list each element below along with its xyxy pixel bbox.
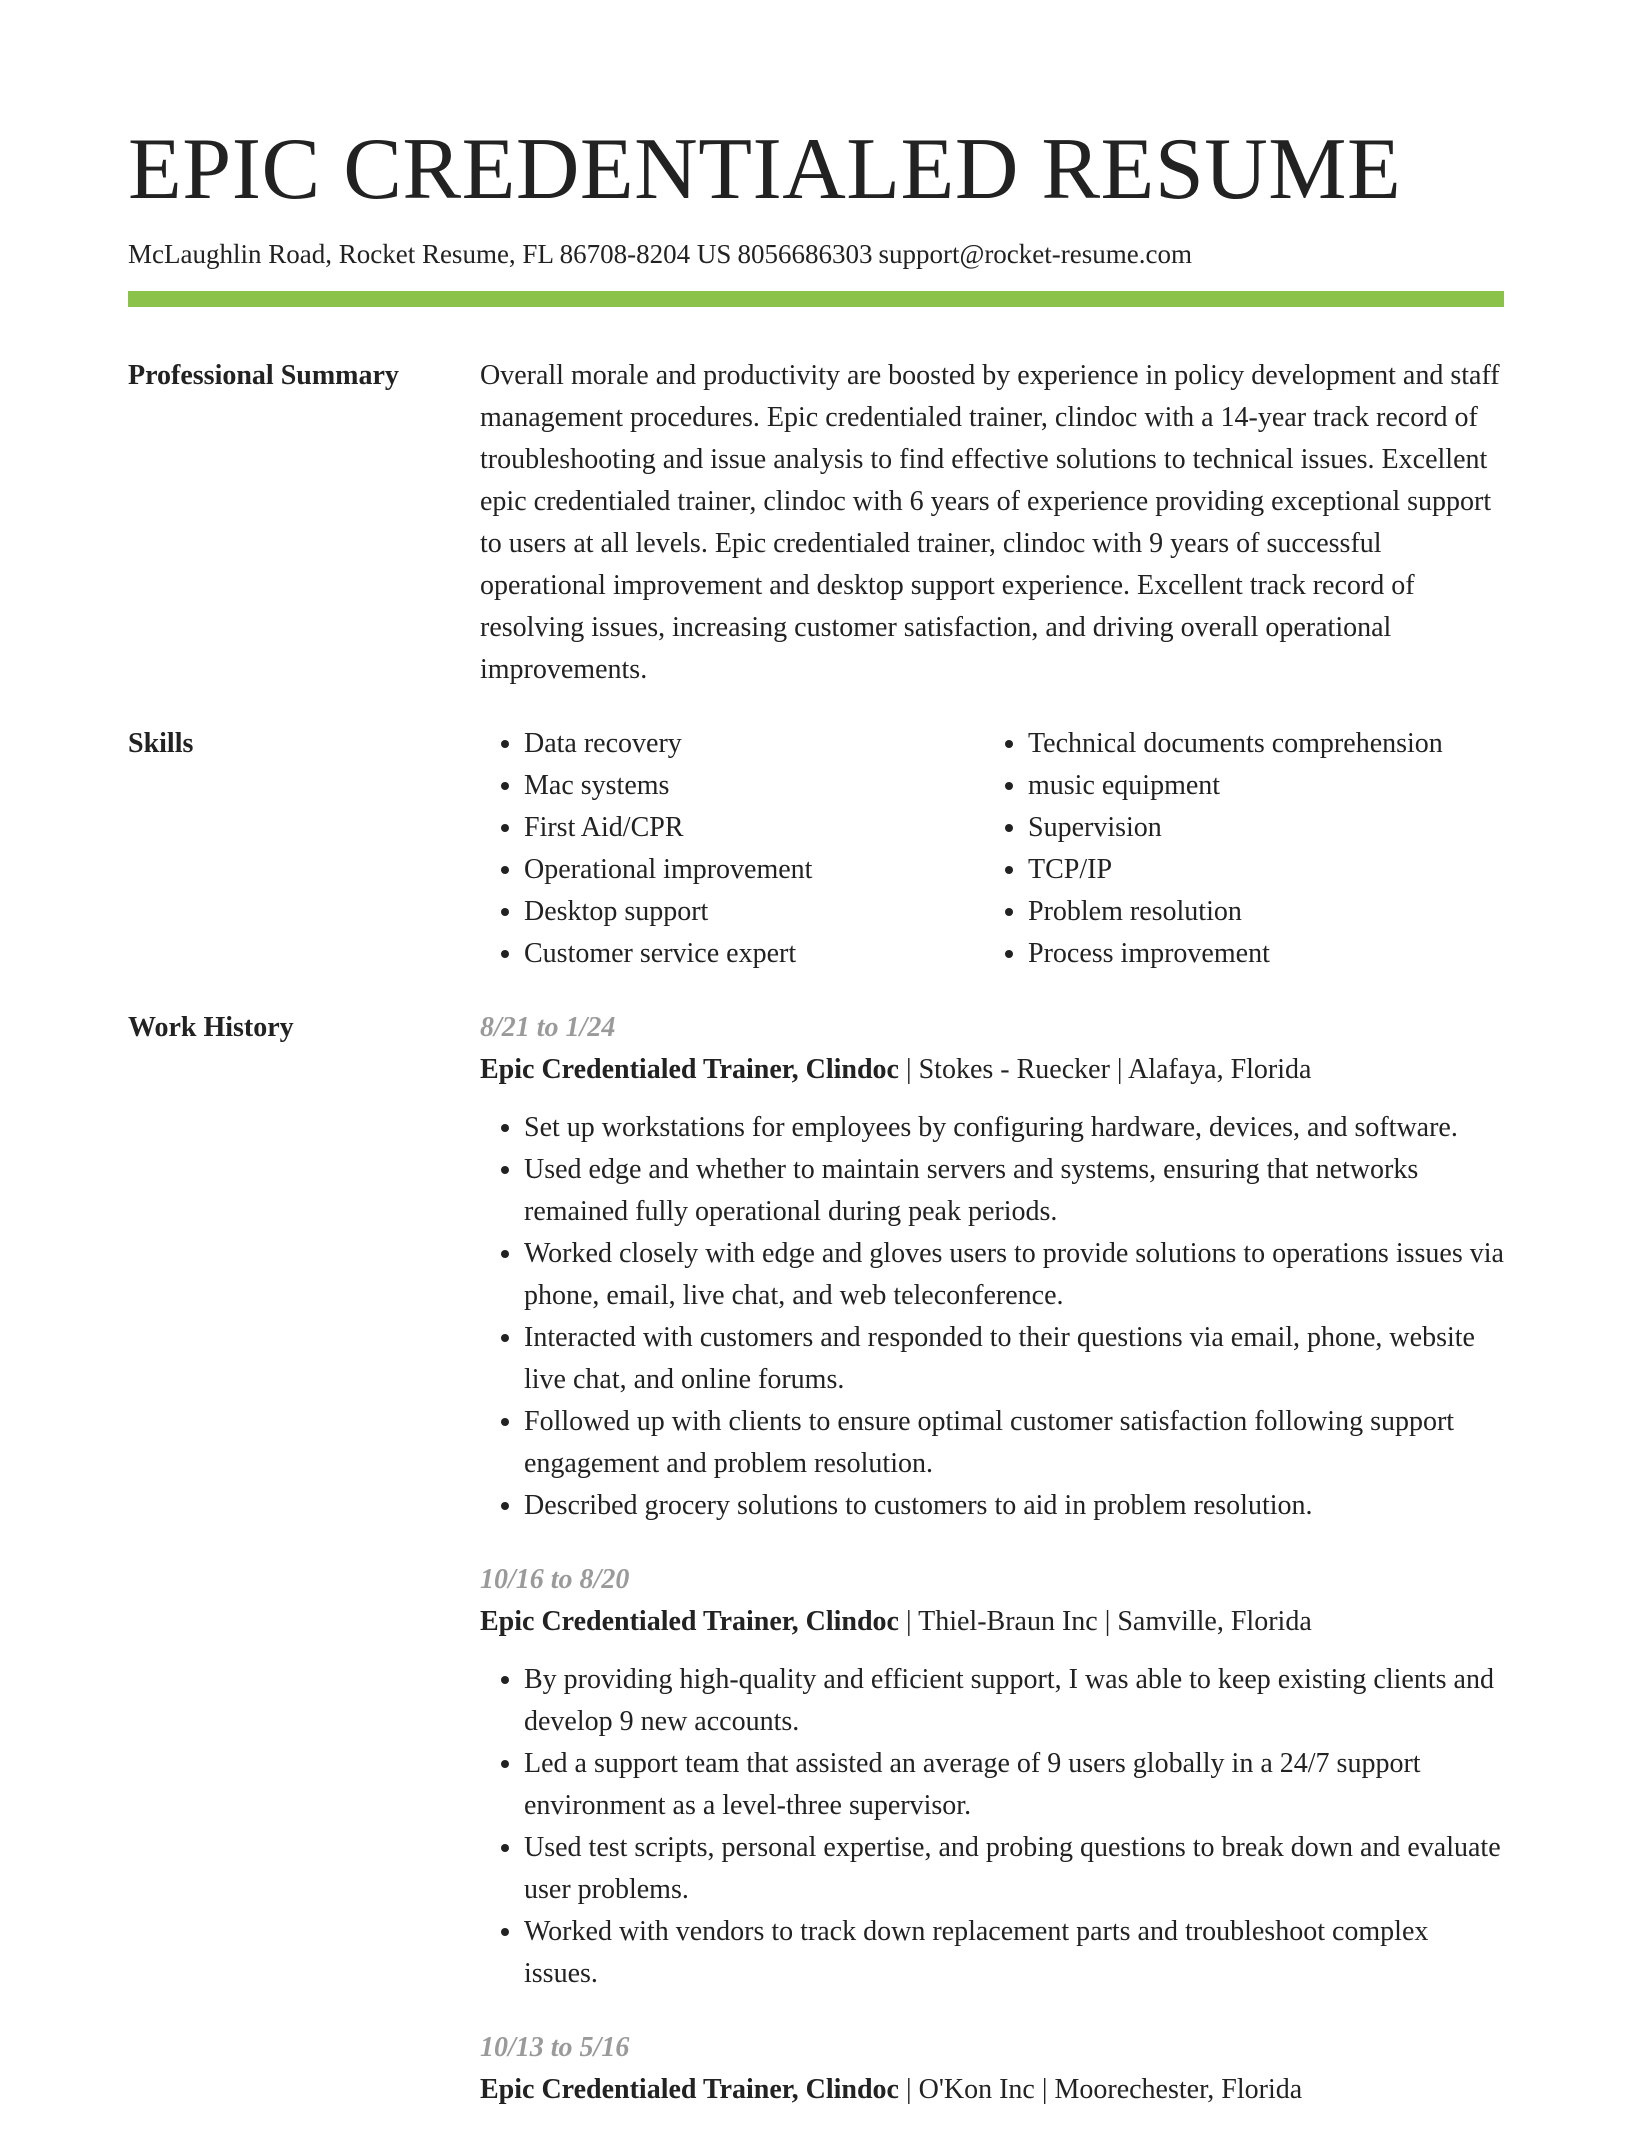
- professional-summary-section: [128, 355, 1504, 691]
- skill-item: • Data recovery: [524, 723, 984, 765]
- job-bullet: • Followed up with clients to ensure optimal customer satisfaction following support engagement and problem resolution.: [524, 1401, 1504, 1485]
- job-title: Epic Credentialed Trainer, Clindoc: [480, 2074, 899, 2105]
- job-separator: |: [1097, 1606, 1118, 1637]
- job-location: Moorechester, Florida: [1054, 2074, 1303, 2105]
- skill-item: • Technical documents comprehension: [1028, 723, 1488, 765]
- job-separator: |: [899, 1606, 919, 1637]
- job-separator: |: [1034, 2074, 1055, 2105]
- job-location: Samville, Florida: [1117, 1606, 1312, 1637]
- job-bullet-list: [480, 1659, 1504, 1995]
- job-entry: [480, 2027, 1504, 2111]
- job-dates: 8/21 to 1/24: [480, 1012, 616, 1043]
- skills-list-right: [984, 723, 1488, 975]
- job-separator: |: [899, 1054, 919, 1085]
- job-location: Alafaya, Florida: [1127, 1054, 1312, 1085]
- skill-item: • Operational improvement: [524, 849, 984, 891]
- job-bullet: • By providing high-quality and efficient support, I was able to keep existing clients and develop 9 new accounts.: [524, 1659, 1504, 1743]
- work-history-section: [128, 1007, 1504, 2143]
- skills-section: [128, 723, 1504, 975]
- job-title: Epic Credentialed Trainer, Clindoc: [480, 1606, 899, 1637]
- job-bullet: • Used edge and whether to maintain servers and systems, ensuring that networks remained fully operational during peak periods.: [524, 1149, 1504, 1233]
- job-title: Epic Credentialed Trainer, Clindoc: [480, 1054, 899, 1085]
- contact-email: support@rocket-resume.com: [878, 239, 1192, 269]
- job-heading: [480, 1601, 1504, 1643]
- skill-item: • TCP/IP: [1028, 849, 1488, 891]
- contact-line: [128, 236, 1504, 272]
- job-company: Thiel-Braun Inc: [918, 1606, 1098, 1637]
- skill-item: • Supervision: [1028, 807, 1488, 849]
- skill-item: • Customer service expert: [524, 933, 984, 975]
- skill-item: • First Aid/CPR: [524, 807, 984, 849]
- section-label-skills: Skills: [128, 728, 194, 759]
- job-bullet: • Described grocery solutions to customers to aid in problem resolution.: [524, 1485, 1504, 1527]
- job-separator: |: [899, 2074, 919, 2105]
- skill-item: • Mac systems: [524, 765, 984, 807]
- job-company: O'Kon Inc: [918, 2074, 1035, 2105]
- job-company: Stokes - Ruecker: [918, 1054, 1110, 1085]
- job-bullet: • Interacted with customers and responded to their questions via email, phone, website live chat, and online forums.: [524, 1317, 1504, 1401]
- summary-text: Overall morale and productivity are boosted by experience in policy development and staff management procedures. Epic credentialed trainer, clindoc with a 14-year track record of troubleshooting and issue analysis to find effective solutions to technical issues. Excellent epic credentialed trainer, clindoc with 6 years of experience providing exceptional support to users at all levels. Epic credentialed trainer, clindoc with 9 years of successful operational improvement and desktop support experience. Excellent track record of resolving issues, increasing customer satisfaction, and driving overall operational improvements.: [480, 360, 1500, 685]
- section-label-summary: Professional Summary: [128, 360, 399, 391]
- job-bullet: • Led a support team that assisted an average of 9 users globally in a 24/7 support environment as a level-three supervisor.: [524, 1743, 1504, 1827]
- resume-title: EPIC CREDENTIALED RESUME: [128, 121, 1402, 218]
- job-entry: [480, 1559, 1504, 1995]
- section-label-work: Work History: [128, 1012, 294, 1043]
- job-dates: 10/13 to 5/16: [480, 2032, 630, 2063]
- job-separator: |: [1109, 1054, 1128, 1085]
- header-divider: [128, 291, 1504, 307]
- job-bullet: • Used test scripts, personal expertise, and probing questions to break down and evaluate user problems.: [524, 1827, 1504, 1911]
- job-bullet: • Set up workstations for employees by configuring hardware, devices, and software.: [524, 1107, 1504, 1149]
- skill-item: • music equipment: [1028, 765, 1488, 807]
- contact-address: McLaughlin Road, Rocket Resume, FL 86708-8204 US: [128, 239, 732, 269]
- skill-item: • Process improvement: [1028, 933, 1488, 975]
- job-bullet: • Worked closely with edge and gloves users to provide solutions to operations issues via phone, email, live chat, and web teleconference.: [524, 1233, 1504, 1317]
- job-heading: [480, 1049, 1504, 1091]
- skills-list-left: [480, 723, 984, 975]
- job-heading: [480, 2069, 1504, 2111]
- skill-item: • Problem resolution: [1028, 891, 1488, 933]
- skill-item: • Desktop support: [524, 891, 984, 933]
- job-bullet: • Worked with vendors to track down replacement parts and troubleshoot complex issues.: [524, 1911, 1504, 1995]
- job-dates: 10/16 to 8/20: [480, 1564, 630, 1595]
- contact-phone: 8056686303: [737, 239, 873, 269]
- job-bullet-list: [480, 1107, 1504, 1527]
- job-entry: [480, 1007, 1504, 1527]
